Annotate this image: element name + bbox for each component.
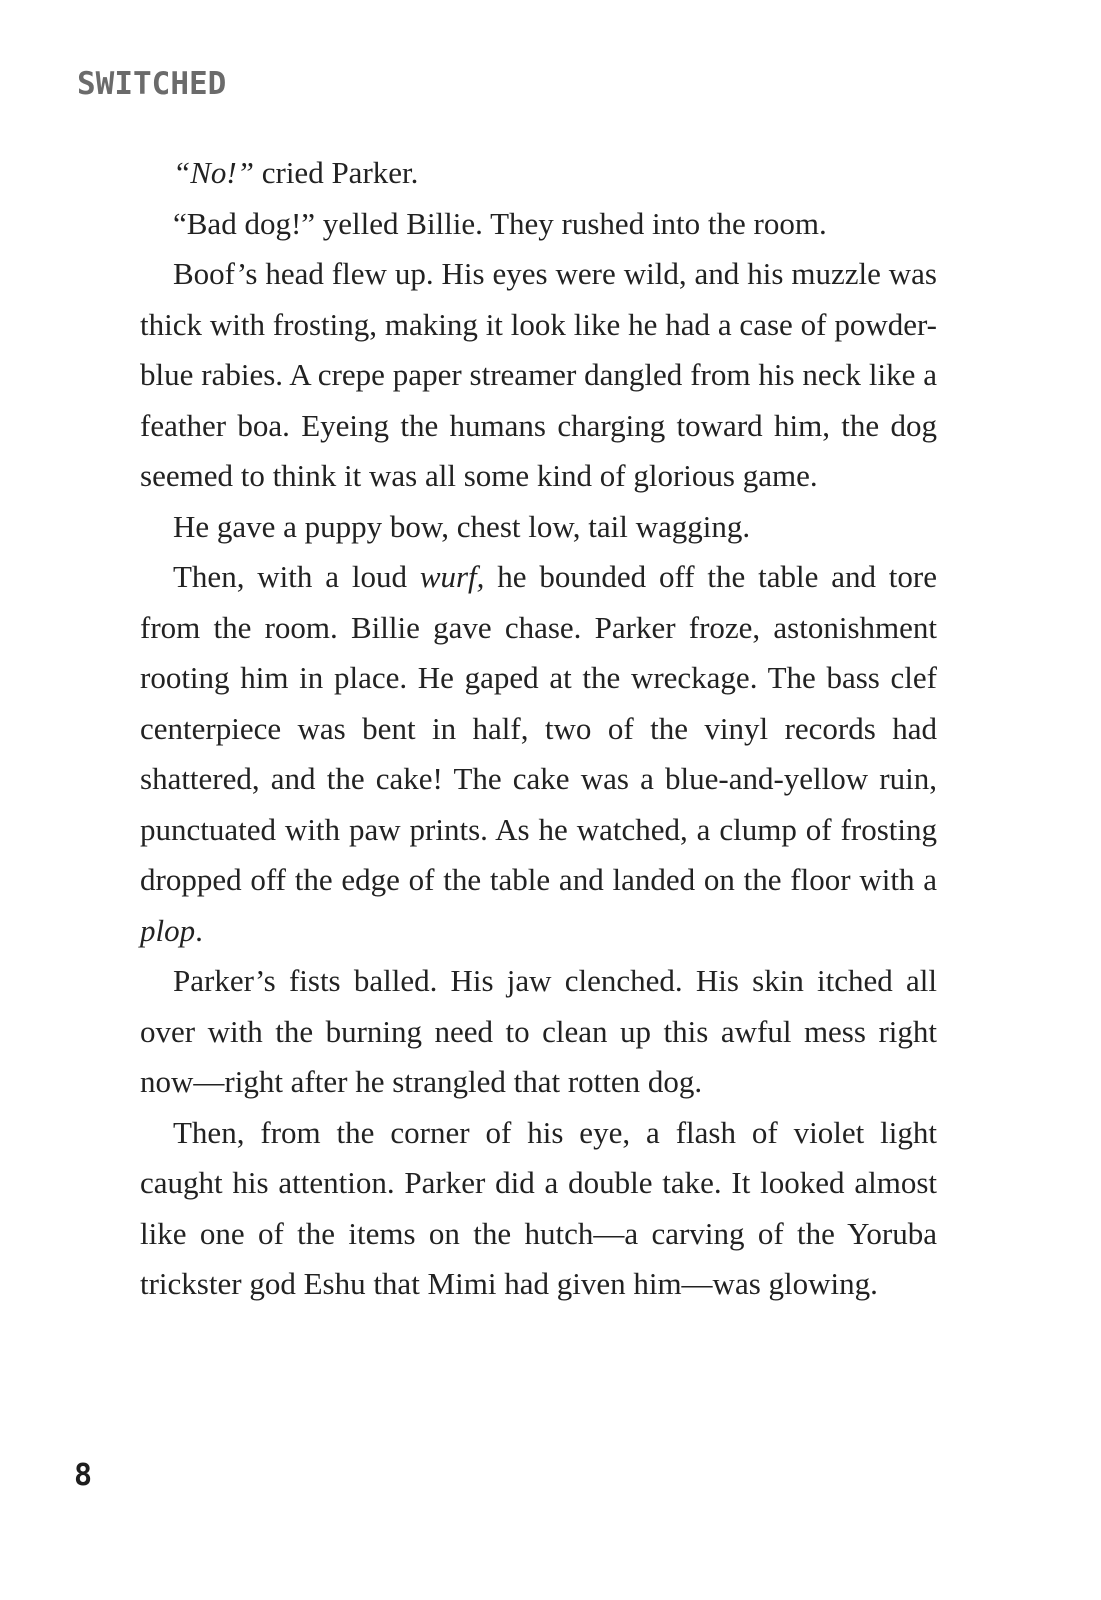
paragraph xyxy=(140,552,937,956)
italic-word: wurf, xyxy=(419,559,485,594)
paragraph-text: . xyxy=(195,912,203,948)
body-text xyxy=(140,148,937,1310)
paragraph: “Bad dog!” yelled Billie. They rushed into the room. xyxy=(173,205,827,241)
italic-word: plop xyxy=(140,912,196,948)
page-number: 8 xyxy=(74,1458,93,1493)
paragraph: Boof’s head flew up. His eyes were wild, and his muzzle was thick with frosting, making it look like he had a case of powder-blue rabies. A crepe paper streamer dangled from his neck like a feather boa. Eyeing the humans charging toward him, the dog seemed to think it was all some kind of glorious game. xyxy=(140,256,937,493)
paragraph-text: he bounded off the table and tore from the room. Billie gave chase. Parker froze, astonishment rooting him in place. He gaped at the wreckage. The bass clef centerpiece was bent in half, two of the vinyl records had shattered, and the cake! The cake was a blue-and-yellow ruin, punctuated with paw prints. As he watched, a clump of frosting dropped off the edge of the table and landed on the floor with a xyxy=(140,559,937,897)
paragraph xyxy=(140,148,937,199)
italic-dialogue: “No!” xyxy=(173,155,254,190)
paragraph-text: Then, with a loud xyxy=(173,559,420,594)
running-head: SWITCHED xyxy=(77,66,227,102)
paragraph-text: cried Parker. xyxy=(253,155,419,190)
paragraph: He gave a puppy bow, chest low, tail wagging. xyxy=(173,508,751,544)
paragraph: Then, from the corner of his eye, a flash of violet light caught his attention. Parker did a double take. It looked almost like one of the items on the hutch—a carving of the Yoruba trickster god Eshu that Mimi had given him—was glowing. xyxy=(140,1114,937,1301)
paragraph: Parker’s fists balled. His jaw clenched. His skin itched all over with the burning need to clean up this awful mess right now—right after he strangled that rotten dog. xyxy=(140,963,937,1099)
